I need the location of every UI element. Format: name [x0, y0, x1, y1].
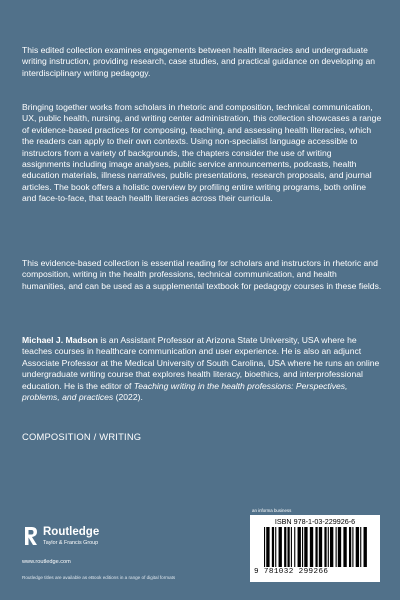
barcode-box: [250, 515, 380, 582]
barcode-bar: [328, 527, 329, 567]
barcode-image: [264, 527, 368, 569]
barcode-bar: [298, 527, 301, 567]
barcode-bar: [304, 527, 307, 567]
author-bio: [22, 335, 382, 403]
description-body: Bringing together works from scholars in rhetoric and composition, technical communication, UX, public health, nursing, and writing center administration, this collection showcases a range of evidence-based practices for composing, teaching, and assessing health literacies, which the readers can apply to their own contexts. Using non-specialist language accessible to instructors from a variety of backgrounds, the chapters consider the use of writing assignments including image analyses, public service announcements, podcasts, health education materials, illness narratives, public presentations, research proposals, and journal articles. The book offers a holistic overview by profiling entire writing programs, both online and face-to-face, that teach health literacies across their curricula.: [22, 102, 382, 204]
subject-category: COMPOSITION / WRITING: [22, 431, 142, 442]
barcode-bar: [275, 527, 276, 567]
ebook-note: Routledge titles are available as eBook editions in a range of digital formats: [22, 575, 176, 580]
barcode-bar: [336, 527, 337, 567]
barcode-bar: [287, 527, 289, 567]
barcode-bar: [319, 527, 322, 567]
description-audience: This evidence-based collection is essential reading for scholars and instructors in rhetoric and composition, writing in the health professions, technical communication, and health humanities, and can be used as a supplemental textbook for pedagogy courses in these fields.: [22, 258, 382, 291]
barcode-bar: [324, 527, 326, 567]
author-bio-text-1: is an Assistant Professor at Arizona State University, USA where he teaches courses in healthcare communication and user experience. He is also an adjunct Associate Professor at the Medical University of South Carolina, USA where he runs an online undergraduate writing course that explores health literacy, bioethics, and interprofessional education. He is the editor of: [22, 335, 380, 391]
barcode-bar: [352, 527, 353, 567]
barcode-bar: [330, 527, 333, 567]
barcode-bar: [360, 527, 361, 567]
barcode-bar: [302, 527, 303, 567]
barcode-bar: [279, 527, 282, 567]
barcode-bar: [343, 527, 346, 567]
publisher-website: www.routledge.com: [22, 559, 71, 565]
barcode-digits: 9 781032 299266: [254, 568, 329, 576]
publisher-group: Taylor & Francis Group: [43, 540, 99, 546]
publisher-name: Routledge: [43, 526, 100, 538]
author-book-title: Teaching writing in the health professions: Perspectives, problems, and practices: [22, 380, 348, 403]
description-intro: This edited collection examines engagements between health literacies and undergraduate writing instruction, providing research, case studies, and practical guidance on developing an interdisciplinary writing pedagogy.: [22, 45, 376, 78]
barcode-bar: [291, 527, 292, 567]
barcode-bar: [338, 527, 341, 567]
barcode-bar: [356, 527, 359, 567]
routledge-r-icon: [22, 525, 38, 547]
barcode-bar: [284, 527, 286, 567]
author-name: Michael J. Madson: [22, 335, 98, 345]
isbn-label: ISBN 978-1-03-229926-6: [274, 517, 356, 526]
barcode-bar: [364, 527, 367, 567]
barcode-bar: [264, 527, 265, 567]
barcode-bar: [266, 527, 269, 567]
barcode-bar: [310, 527, 313, 567]
author-bio-text-2: (2022).: [113, 392, 143, 403]
barcode-bar: [349, 527, 351, 567]
barcode-bar: [294, 527, 295, 567]
barcode-bar: [315, 527, 317, 567]
barcode-bar: [272, 527, 274, 567]
informa-tag: an informa business: [252, 508, 292, 513]
routledge-logo: [22, 523, 142, 553]
